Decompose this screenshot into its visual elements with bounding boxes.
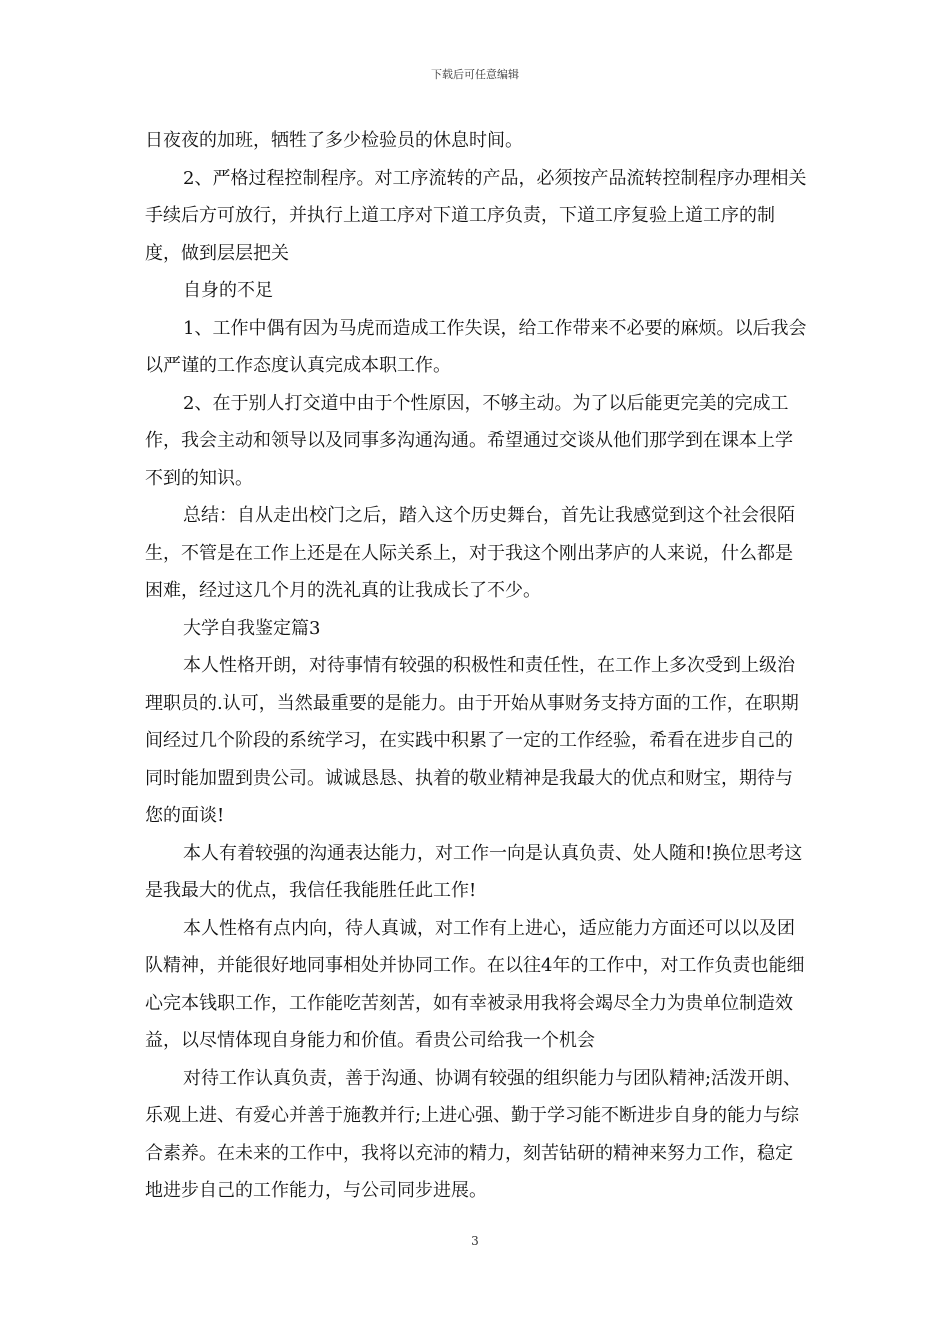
paragraph: 日夜夜的加班，牺牲了多少检验员的休息时间。 — [145, 130, 523, 151]
paragraph: 2、在于别人打交道中由于个性原因，不够主动。为了以后能更完美的完成工作，我会主动和领导以及同事多沟通沟通。希望通过交谈从他们那学到在课本上学不到的知识。 — [145, 392, 793, 489]
paragraph: 本人有着较强的沟通表达能力，对工作一向是认真负责、处人随和!换位思考这是我最大的优点，我信任我能胜任此工作! — [145, 842, 803, 901]
paragraph: 总结：自从走出校门之后，踏入这个历史舞台，首先让我感觉到这个社会很陌生，不管是在工作上还是在人际关系上，对于我这个刚出茅庐的人来说，什么都是困难，经过这几个月的洗礼真的让我成长了不少。 — [145, 505, 795, 601]
page-number: 3 — [471, 1234, 479, 1248]
paragraph: 对待工作认真负责，善于沟通、协调有较强的组织能力与团队精神;活泼开朗、乐观上进、有爱心并善于施教并行;上进心强、勤于学习能不断进步自身的能力与综合素养。在未来的工作中，我将以充沛的精力，刻苦钻研的精神来努力工作，稳定地进步自己的工作能力，与公司同步进展。 — [145, 1067, 802, 1201]
paragraph: 1、工作中偶有因为马虎而造成工作失误，给工作带来不必要的麻烦。以后我会以严谨的工作态度认真完成本职工作。 — [145, 317, 807, 376]
document-body — [145, 122, 807, 1210]
paragraph: 本人性格开朗，对待事情有较强的积极性和责任性，在工作上多次受到上级治理职员的.认可，当然最重要的是能力。由于开始从事财务支持方面的工作，在职期间经过几个阶段的系统学习，在实践中积累了一定的工作经验，希看在进步自己的同时能加盟到贵公司。诚诚恳恳、执着的敬业精神是我最大的优点和财宝，期待与您的面谈! — [145, 655, 799, 826]
page-header: 下载后可任意编辑 — [431, 68, 519, 81]
section-heading: 大学自我鉴定篇3 — [183, 617, 321, 639]
section-heading: 自身的不足 — [183, 280, 273, 301]
paragraph: 本人性格有点内向，待人真诚，对工作有上进心，适应能力方面还可以以及团队精神，并能很好地同事相处并协同工作。在以往4年的工作中，对工作负责也能细心完本钱职工作，工作能吃苦刻苦，如有幸被录用我将会竭尽全力为贵单位制造效益，以尽情体现自身能力和价值。看贵公司给我一个机会 — [145, 917, 805, 1051]
paragraph: 2、严格过程控制程序。对工序流转的产品，必须按产品流转控制程序办理相关手续后方可放行，并执行上道工序对下道工序负责，下道工序复验上道工序的制度，做到层层把关 — [145, 167, 807, 264]
